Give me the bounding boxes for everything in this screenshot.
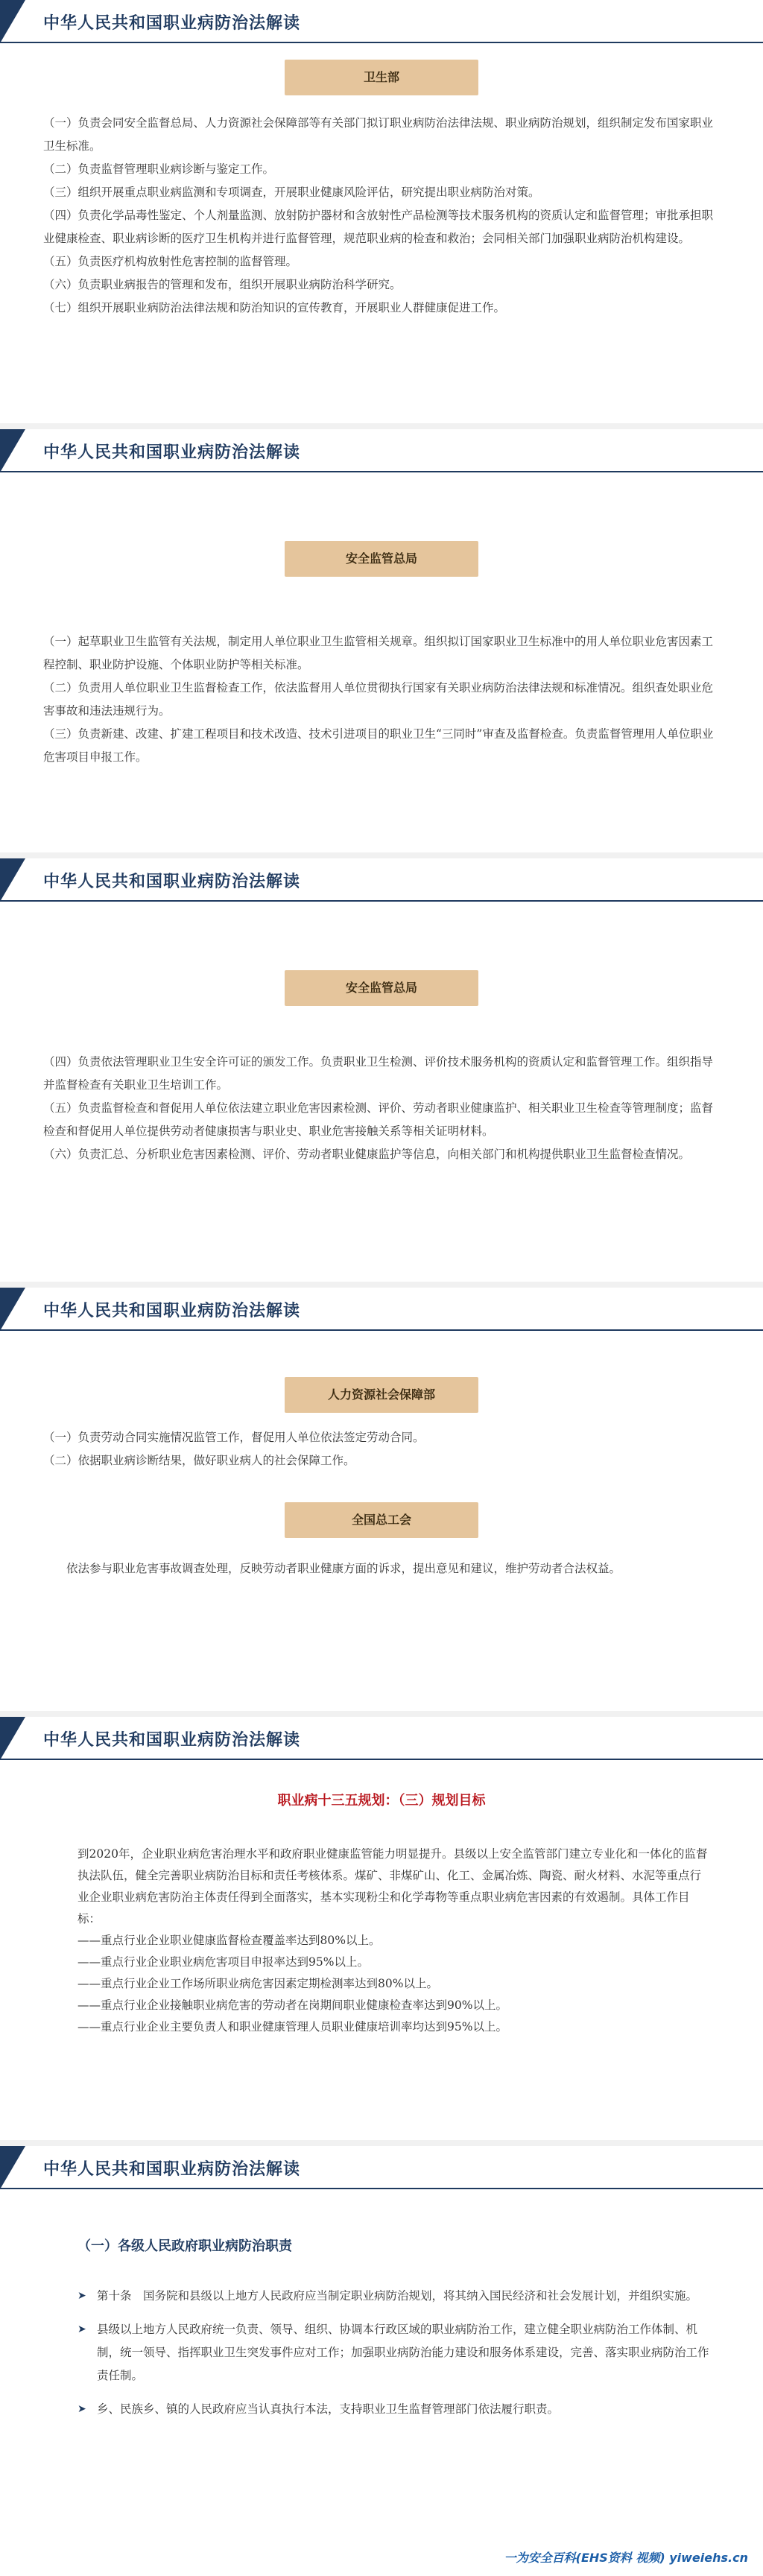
duty-line: （三）组织开展重点职业病监测和专项调查，开展职业健康风险评估，研究提出职业病防治对策。: [43, 186, 540, 199]
duty-line: （一）负责劳动合同实施情况监管工作，督促用人单位依法签定劳动合同。: [43, 1431, 425, 1444]
panel-government-duties: [0, 2146, 763, 2570]
section-subtitle: （一）各级人民政府职业病防治职责: [77, 2238, 292, 2254]
panel-header: [0, 0, 763, 43]
section-tag: 安全监管总局: [285, 541, 478, 577]
duty-line: 依法参与职业危害事故调查处理，反映劳动者职业健康方面的诉求，提出意见和建议，维护劳动者合法权益。: [66, 1562, 621, 1575]
panel-divider: [0, 852, 763, 858]
arrow-bullet-icon: ➤: [77, 2403, 86, 2415]
panel-header: [0, 429, 763, 472]
footer-watermark: 一为安全百科(EHS资料 视频) yiweiehs.cn: [504, 2551, 748, 2565]
header-title: 中华人民共和国职业病防治法解读: [43, 873, 301, 891]
duty-bullet-list: [0, 2285, 763, 2421]
header-corner-decoration: [0, 1288, 25, 1331]
section-tag: 安全监管总局: [285, 970, 478, 1006]
panel-header: [0, 2146, 763, 2189]
duty-line: （五）负责医疗机构放射性危害控制的监督管理。: [43, 255, 298, 268]
panel-divider: [0, 2140, 763, 2146]
duty-line: （七）组织开展职业病防治法律法规和防治知识的宣传教育，开展职业人群健康促进工作。: [43, 301, 506, 314]
goal-line: ——重点行业企业主要负责人和职业健康管理人员职业健康培训率均达到95%以上。: [77, 2020, 507, 2034]
duty-line: （三）负责新建、改建、扩建工程项目和技术改造、技术引进项目的职业卫生“三同时”审查及监督检查。负责监督管理用人单位职业危害项目申报工作。: [43, 727, 714, 764]
header-title: 中华人民共和国职业病防治法解读: [43, 2160, 301, 2179]
section-tag: 人力资源社会保障部: [285, 1377, 478, 1413]
panel-safety-admin-2: [0, 858, 763, 1282]
goal-line: ——重点行业企业职业病危害项目申报率达到95%以上。: [77, 1955, 369, 1969]
header-title: 中华人民共和国职业病防治法解读: [43, 443, 301, 462]
goal-line: ——重点行业企业工作场所职业病危害因素定期检测率达到80%以上。: [77, 1977, 438, 1990]
duty-line: （六）负责汇总、分析职业危害因素检测、评价、劳动者职业健康监护等信息，向相关部门和机构提供职业卫生监督检查情况。: [43, 1148, 691, 1161]
panel-hr-and-union: [0, 1288, 763, 1711]
header-title: 中华人民共和国职业病防治法解读: [43, 14, 301, 33]
section-tag: 全国总工会: [285, 1502, 478, 1538]
duty-line: （四）负责依法管理职业卫生安全许可证的颁发工作。负责职业卫生检测、评价技术服务机构的资质认定和监督管理工作。组织指导并监督检查有关职业卫生培训工作。: [43, 1055, 714, 1092]
duty-list: [0, 1051, 763, 1166]
duty-list: [0, 1557, 763, 1580]
duty-line: （五）负责监督检查和督促用人单位依法建立职业危害因素检测、评价、劳动者职业健康监护、相关职业卫生检查等管理制度；监督检查和督促用人单位提供劳动者健康损害与职业史、职业危害接触关系等相关证明材料。: [43, 1101, 714, 1138]
panel-divider: [0, 1711, 763, 1717]
duty-list: [0, 1426, 763, 1472]
section-tag: 卫生部: [285, 60, 478, 95]
duty-line: （四）负责化学品毒性鉴定、个人剂量监测、放射防护器材和含放射性产品检测等技术服务机构的资质认定和监督管理；审批承担职业健康检查、职业病诊断的医疗卫生机构并进行监督管理，规范职业病的检查和救治；会同相关部门加强职业病防治机构建设。: [43, 209, 714, 245]
duty-line: （一）起草职业卫生监管有关法规，制定用人单位职业卫生监管相关规章。组织拟订国家职业卫生标准中的用人单位职业危害因素工程控制、职业防护设施、个体职业防护等相关标准。: [43, 635, 714, 671]
panel-plan-goals: [0, 1717, 763, 2140]
arrow-bullet-icon: ➤: [77, 2290, 86, 2302]
duty-line: （二）依据职业病诊断结果，做好职业病人的社会保障工作。: [43, 1454, 355, 1467]
bullet-text: 县级以上地方人民政府统一负责、领导、组织、协调本行政区域的职业病防治工作，建立健全职业病防治工作体制、机制，统一领导、指挥职业卫生突发事件应对工作；加强职业病防治能力建设和服务体系建设，完善、落实职业病防治工作责任制。: [97, 2323, 709, 2382]
duty-line: （一）负责会同安全监督总局、人力资源社会保障部等有关部门拟订职业病防治法律法规、职业病防治规划，组织制定发布国家职业卫生标准。: [43, 116, 714, 153]
goal-line: ——重点行业企业接触职业病危害的劳动者在岗期间职业健康检查率达到90%以上。: [77, 1999, 507, 2012]
panel-divider: [0, 1282, 763, 1288]
header-title: 中华人民共和国职业病防治法解读: [43, 1731, 301, 1750]
arrow-bullet-icon: ➤: [77, 2323, 86, 2335]
bullet-item: [77, 2398, 711, 2421]
panel-health-ministry: [0, 0, 763, 423]
header-corner-decoration: [0, 0, 25, 43]
duty-line: （二）负责用人单位职业卫生监督检查工作，依法监督用人单位贯彻执行国家有关职业病防治法律法规和标准情况。组织查处职业危害事故和违法违规行为。: [43, 681, 714, 718]
duty-line: （二）负责监督管理职业病诊断与鉴定工作。: [43, 162, 275, 176]
plan-title: 职业病十三五规划：（三）规划目标: [277, 1793, 486, 1808]
bullet-item: [77, 2285, 711, 2308]
panel-header: [0, 1717, 763, 1760]
bullet-text: 第十条 国务院和县级以上地方人民政府应当制定职业病防治规划，将其纳入国民经济和社会发展计划，并组织实施。: [97, 2289, 698, 2303]
header-corner-decoration: [0, 1717, 25, 1760]
header-corner-decoration: [0, 858, 25, 902]
header-corner-decoration: [0, 429, 25, 472]
panel-header: [0, 858, 763, 902]
panel-safety-admin-1: [0, 429, 763, 852]
panel-header: [0, 1288, 763, 1331]
duty-line: （六）负责职业病报告的管理和发布，组织开展职业病防治科学研究。: [43, 278, 402, 291]
goal-list: [0, 1844, 763, 2038]
header-corner-decoration: [0, 2146, 25, 2189]
panel-divider: [0, 423, 763, 429]
goal-line: 到2020年，企业职业病危害治理水平和政府职业健康监管能力明显提升。县级以上安全监管部门建立专业化和一体化的监督执法队伍，健全完善职业病防治目标和责任考核体系。煤矿、非煤矿山、化工、金属冶炼、陶瓷、耐火材料、水泥等重点行业企业职业病危害防治主体责任得到全面落实，基本实现粉尘和化学毒物等重点职业病危害因素的有效遏制。具体工作目标：: [77, 1847, 708, 1925]
header-title: 中华人民共和国职业病防治法解读: [43, 1302, 301, 1320]
bullet-text: 乡、民族乡、镇的人民政府应当认真执行本法，支持职业卫生监督管理部门依法履行职责。: [97, 2402, 560, 2416]
goal-line: ——重点行业企业职业健康监督检查覆盖率达到80%以上。: [77, 1934, 381, 1947]
bullet-item: [77, 2318, 711, 2387]
duty-list: [0, 630, 763, 769]
duty-list: [0, 112, 763, 320]
